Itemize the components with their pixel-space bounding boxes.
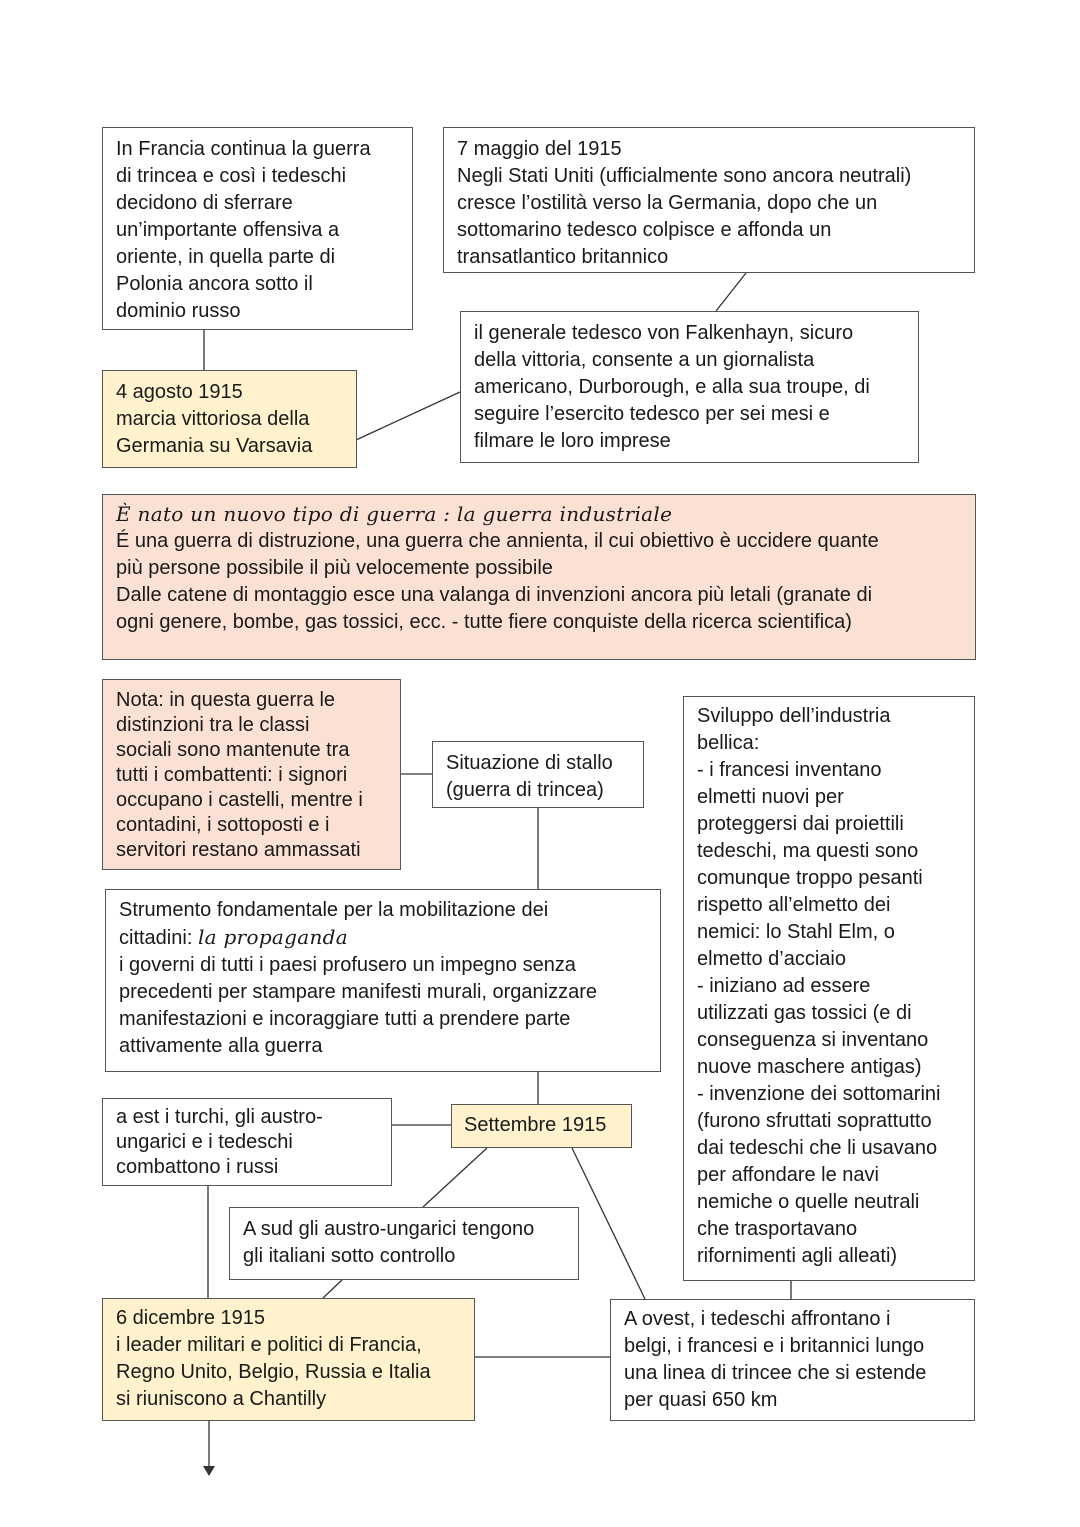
node-text-line: si riuniscono a Chantilly xyxy=(116,1388,327,1410)
node-text-line: i governi di tutti i paesi profusero un impegno senza xyxy=(119,954,576,976)
node-fronte-ovest xyxy=(610,1299,975,1421)
node-text-line: per quasi 650 km xyxy=(624,1389,778,1411)
node-text-line: seguire l’esercito tedesco per sei mesi e xyxy=(474,403,830,425)
node-settembre-1915 xyxy=(451,1104,632,1148)
node-text-line: Negli Stati Uniti (ufficialmente sono ancora neutrali) xyxy=(457,165,912,187)
node-text-prefix: cittadini: xyxy=(119,927,198,949)
node-text-line: tutti i combattenti: i signori xyxy=(116,764,348,786)
node-text-line: contadini, i sottoposti e i xyxy=(116,814,330,836)
node-text-line: ungarici e i tedeschi xyxy=(116,1131,293,1153)
node-text-line: decidono di sferrare xyxy=(116,192,293,214)
node-text-line: di trincea e così i tedeschi xyxy=(116,165,347,187)
node-text-line: un’importante offensiva a xyxy=(116,219,340,241)
node-text-line: - invenzione dei sottomarini xyxy=(697,1083,941,1105)
node-text-line: A ovest, i tedeschi affrontano i xyxy=(624,1308,891,1330)
node-text-line: manifestazioni e incoraggiare tutti a prendere parte xyxy=(119,1008,571,1030)
node-text-line: dominio russo xyxy=(116,300,241,322)
node-text-line: attivamente alla guerra xyxy=(119,1035,323,1057)
node-text-line: elmetto d’acciaio xyxy=(697,948,846,970)
node-text-line: (furono sfruttati soprattutto xyxy=(697,1110,932,1132)
node-text-line: bellica: xyxy=(697,732,760,754)
node-handwritten-title: È nato un nuovo tipo di guerra : la guerra industriale xyxy=(116,502,673,526)
node-text-line: conseguenza si inventano xyxy=(697,1029,929,1051)
node-text-line: 7 maggio del 1915 xyxy=(457,138,622,160)
node-text-line: (guerra di trincea) xyxy=(446,779,604,801)
node-text-line: elmetti nuovi per xyxy=(697,786,844,808)
node-text-line: belgi, i francesi e i britannici lungo xyxy=(624,1335,925,1357)
node-text-line: sottomarino tedesco colpisce e affonda un xyxy=(457,219,832,241)
node-text-line: il generale tedesco von Falkenhayn, sicuro xyxy=(474,322,854,344)
node-varsavia xyxy=(102,370,357,468)
node-situazione-stallo xyxy=(432,741,644,808)
node-text-line: Strumento fondamentale per la mobilitazione dei xyxy=(119,899,549,921)
node-guerra-industriale xyxy=(102,494,976,660)
node-text-line: É una guerra di distruzione, una guerra che annienta, il cui obiettivo è uccidere quante xyxy=(116,530,879,552)
node-text-line: servitori restano ammassati xyxy=(116,839,361,861)
node-text-line: della vittoria, consente a un giornalista xyxy=(474,349,815,371)
connector-settembre-ovest xyxy=(572,1148,645,1299)
node-text-line: rifornimenti agli alleati) xyxy=(697,1245,898,1267)
node-text-line: gli italiani sotto controllo xyxy=(243,1245,456,1267)
node-handwritten-term: la propaganda xyxy=(197,925,348,949)
node-text-line: dai tedeschi che li usavano xyxy=(697,1137,938,1159)
node-text-line: Situazione di stallo xyxy=(446,752,613,774)
node-text-line: tedeschi, ma questi sono xyxy=(697,840,919,862)
node-text-line: americano, Durborough, e alla sua troupe, di xyxy=(474,376,870,398)
node-text-line: utilizzati gas tossici (e di xyxy=(697,1002,912,1024)
node-text-line: Germania su Varsavia xyxy=(116,435,313,457)
node-industria-bellica xyxy=(683,696,975,1281)
node-text-line: a est i turchi, gli austro- xyxy=(116,1106,323,1128)
node-propaganda xyxy=(105,889,661,1072)
connector-varsavia-falkenhayn xyxy=(356,392,460,440)
node-text-line: che trasportavano xyxy=(697,1218,858,1240)
node-francia-trincea xyxy=(102,127,413,330)
node-text-line-propaganda xyxy=(119,924,647,952)
node-text-line: proteggersi dai proiettili xyxy=(697,813,904,835)
node-text-line: Sviluppo dell’industria xyxy=(697,705,891,727)
node-text-line: transatlantico britannico xyxy=(457,246,669,268)
node-text-line: rispetto all’elmetto dei xyxy=(697,894,891,916)
node-text-line: più persone possibile il più velocemente possibile xyxy=(116,557,553,579)
node-text-line: - i francesi inventano xyxy=(697,759,882,781)
node-text-line: ogni genere, bombe, gas tossici, ecc. - tutte fiere conquiste della ricerca scientifica) xyxy=(116,611,852,633)
node-text-line: Dalle catene di montaggio esce una valanga di invenzioni ancora più letali (granate di xyxy=(116,584,873,606)
node-text-line: comunque troppo pesanti xyxy=(697,867,923,889)
node-text-line: nuove maschere antigas) xyxy=(697,1056,922,1078)
arrow-head-icon xyxy=(203,1466,215,1476)
node-text-line: A sud gli austro-ungarici tengono xyxy=(243,1218,535,1240)
node-text-line: 4 agosto 1915 xyxy=(116,381,243,403)
node-text-line: i leader militari e politici di Francia, xyxy=(116,1334,422,1356)
node-text-line: combattono i russi xyxy=(116,1156,279,1178)
node-text-line: cresce l’ostilità verso la Germania, dopo che un xyxy=(457,192,878,214)
node-text-line: filmare le loro imprese xyxy=(474,430,671,452)
node-text-line: una linea di trincee che si estende xyxy=(624,1362,927,1384)
node-text-line: marcia vittoriosa della xyxy=(116,408,310,430)
connector-maggio-falkenhayn xyxy=(716,273,746,311)
node-text-line: precedenti per stampare manifesti murali, organizzare xyxy=(119,981,597,1003)
node-text-line: Settembre 1915 xyxy=(464,1114,607,1136)
node-text-line: sociali sono mantenute tra xyxy=(116,739,350,761)
node-chantilly xyxy=(102,1298,475,1421)
connector-sud-chantilly xyxy=(323,1280,342,1298)
node-text-line: oriente, in quella parte di xyxy=(116,246,336,268)
node-text-line: - iniziano ad essere xyxy=(697,975,871,997)
node-text-line: Regno Unito, Belgio, Russia e Italia xyxy=(116,1361,431,1383)
node-nota-classi-sociali xyxy=(102,679,401,870)
node-text-line: In Francia continua la guerra xyxy=(116,138,371,160)
node-text-line: Polonia ancora sotto il xyxy=(116,273,313,295)
node-fronte-sud xyxy=(229,1207,579,1280)
node-text-line: Nota: in questa guerra le xyxy=(116,689,336,711)
node-text-line: nemiche o quelle neutrali xyxy=(697,1191,920,1213)
connector-settembre-sud xyxy=(423,1148,487,1207)
node-text-line: 6 dicembre 1915 xyxy=(116,1307,265,1329)
node-text-line: occupano i castelli, mentre i xyxy=(116,789,363,811)
node-falkenhayn xyxy=(460,311,919,463)
node-text-line: distinzioni tra le classi xyxy=(116,714,310,736)
node-text-line: nemici: lo Stahl Elm, o xyxy=(697,921,895,943)
node-maggio-1915 xyxy=(443,127,975,273)
node-fronte-est xyxy=(102,1098,392,1186)
node-text-line: per affondare le navi xyxy=(697,1164,879,1186)
